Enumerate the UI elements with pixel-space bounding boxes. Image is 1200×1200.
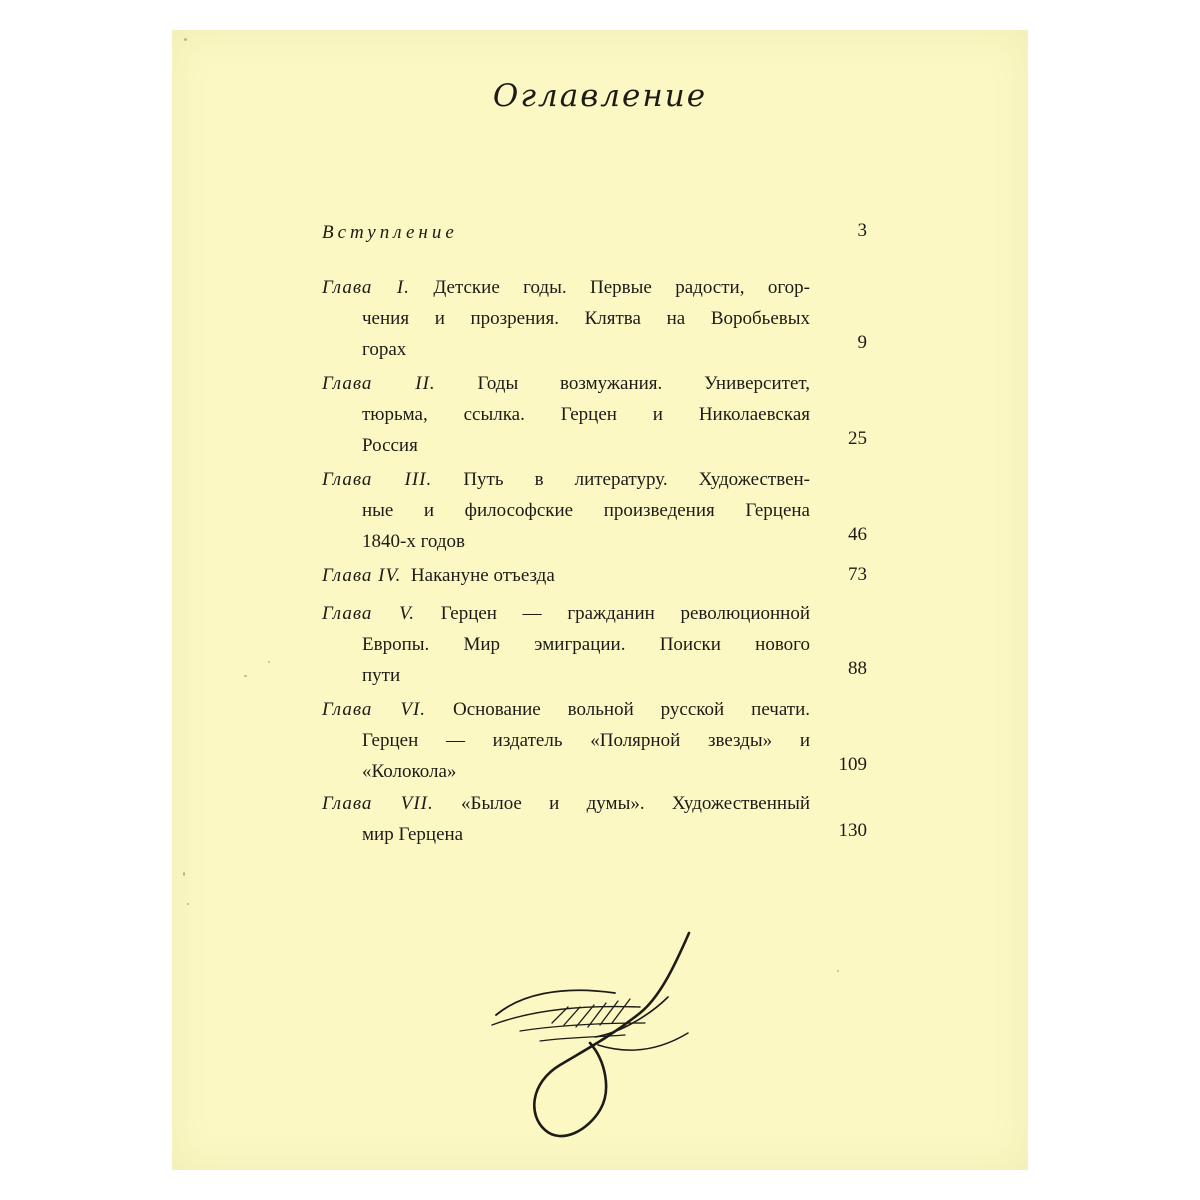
toc-entry-chapter-1 — [322, 272, 810, 365]
toc-entry-line: Россия — [362, 435, 418, 456]
paper-speck — [184, 38, 187, 41]
paper-speck — [837, 970, 839, 972]
calligraphic-flourish-icon — [490, 925, 710, 1150]
paper-speck — [183, 872, 185, 876]
toc-entry-chapter-2 — [322, 368, 810, 461]
toc-entry-line: Глава VI. Основание вольной русской печати. — [322, 699, 810, 720]
toc-page-number: 9 — [857, 332, 867, 353]
chapter-label: Глава II. — [322, 373, 436, 394]
toc-entry-line: Глава III. Путь в литературу. Художествен- — [322, 469, 811, 490]
toc-page-number: 109 — [838, 754, 867, 775]
toc-entry-line: Глава V. Герцен — гражданин революционной — [322, 603, 810, 624]
toc-entry-chapter-6 — [322, 694, 810, 787]
toc-entry-chapter-5 — [322, 598, 810, 691]
toc-page-number: 130 — [838, 820, 867, 841]
chapter-label: Глава III. — [322, 469, 433, 490]
toc-intro-page: 3 — [857, 220, 867, 241]
toc-entry-line: Глава II. Годы возмужания. Университет, — [322, 373, 810, 394]
toc-entry-line: Глава IV. Накануне отъезда — [322, 565, 555, 586]
toc-entry-chapter-4 — [322, 560, 810, 591]
paper-speck — [187, 903, 189, 905]
toc-entry-line: чения и прозрения. Клятва на Воробьевых — [362, 308, 810, 329]
chapter-label: Глава IV. — [322, 565, 402, 586]
toc-entry-line: Европы. Мир эмиграции. Поиски нового — [362, 634, 810, 655]
toc-entry-line: пути — [362, 665, 401, 686]
paper-speck — [268, 661, 270, 663]
chapter-label: Глава V. — [322, 603, 416, 624]
toc-entry-line: Герцен — издатель «Полярной звезды» и — [362, 730, 810, 751]
toc-entry-line: 1840-х годов — [362, 531, 465, 552]
toc-page-number: 25 — [848, 428, 867, 449]
toc-entry-line: горах — [362, 339, 407, 360]
toc-entry-line: тюрьма, ссылка. Герцен и Николаевская — [362, 404, 810, 425]
toc-page-number: 73 — [848, 564, 867, 585]
toc-entry-line: Глава VII. «Былое и думы». Художественный — [322, 793, 811, 814]
chapter-label: Глава I. — [322, 277, 410, 298]
toc-page-number: 88 — [848, 658, 867, 679]
toc-entry-line: ные и философские произведения Герцена — [362, 500, 810, 521]
toc-entry-chapter-3 — [322, 464, 810, 557]
chapter-label: Глава VI. — [322, 699, 427, 720]
toc-entry-line: Глава I. Детские годы. Первые радости, огор- — [322, 277, 811, 298]
toc-entry-line: мир Герцена — [362, 824, 464, 845]
paper-speck — [244, 675, 247, 677]
chapter-label: Глава VII. — [322, 793, 434, 814]
book-page — [172, 30, 1028, 1170]
page-title: Оглавление — [492, 78, 708, 114]
toc-entry-chapter-7 — [322, 788, 810, 850]
toc-entry-line: «Колокола» — [362, 761, 457, 782]
toc-page-number: 46 — [848, 524, 867, 545]
toc-intro-label: Вступление — [322, 222, 458, 243]
